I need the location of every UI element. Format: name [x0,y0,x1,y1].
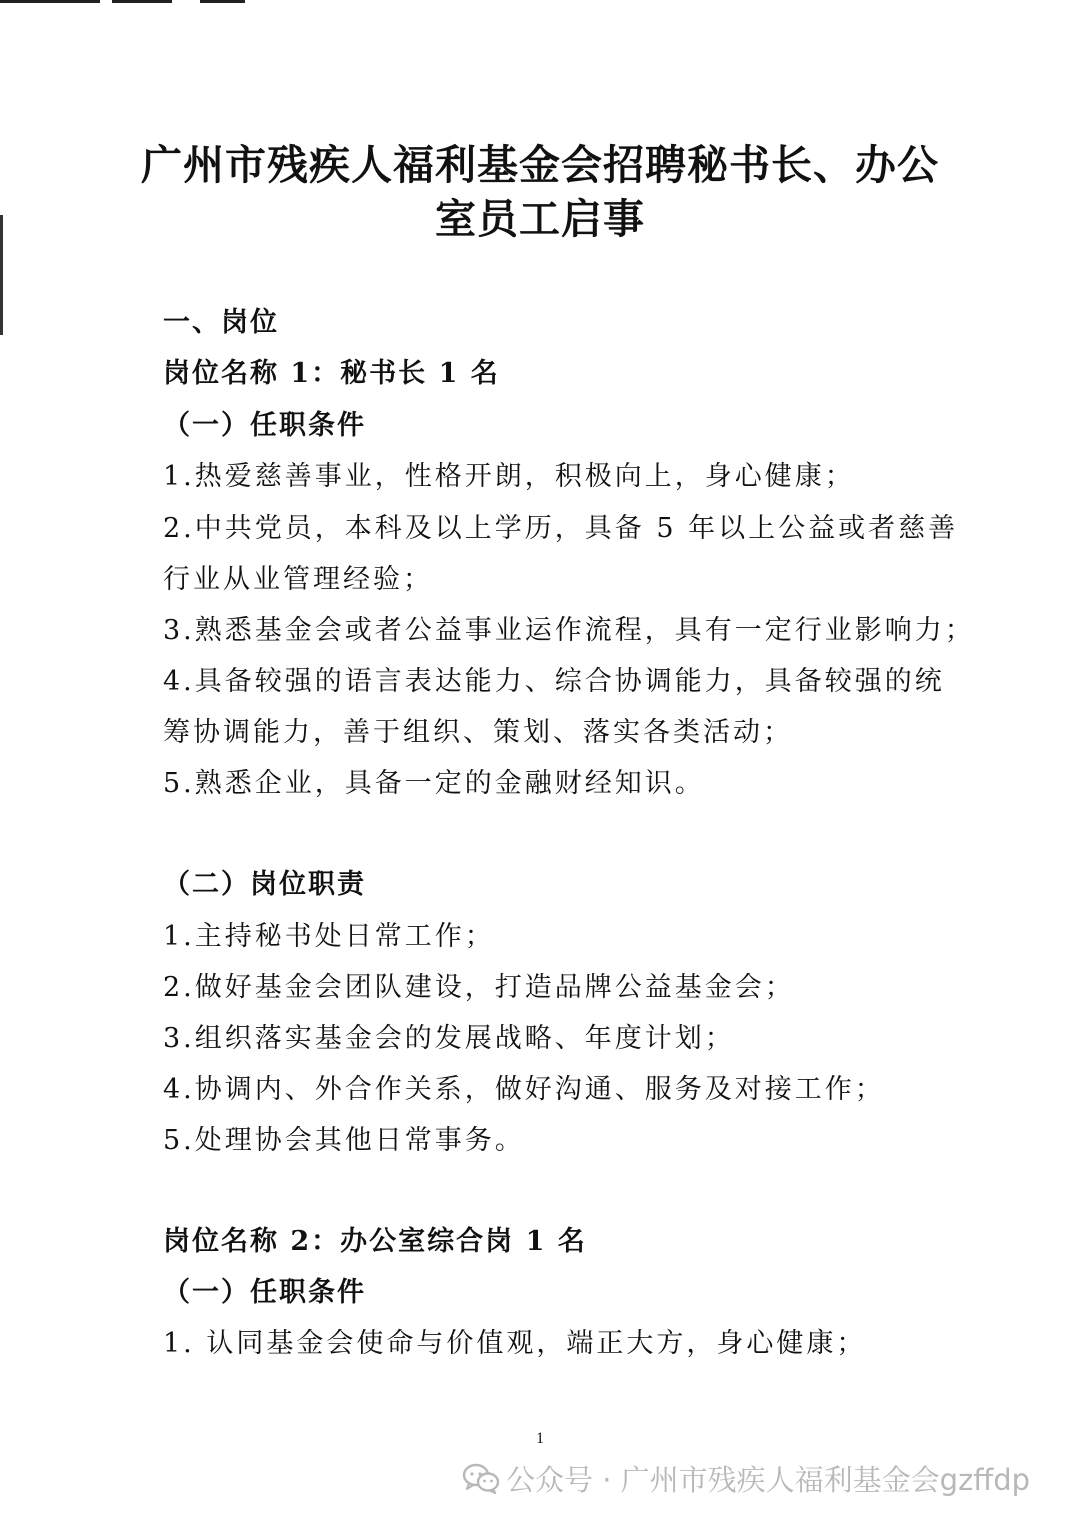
section-heading-positions: 一、岗位 [163,307,279,338]
position-1-duty-line: 3.组织落实基金会的发展战略、年度计划； [163,1023,735,1054]
position-2-name: 岗位名称 2：办公室综合岗 1 名 [163,1226,587,1257]
position-1-duty-line: 5.处理协会其他日常事务。 [163,1125,525,1156]
wechat-watermark [462,1456,1030,1500]
position-1-requirement-line: 1.热爱慈善事业，性格开朗，积极向上，身心健康； [163,461,855,492]
wechat-icon [462,1462,500,1494]
position-1-requirement-line: 行业从业管理经验； [163,564,433,595]
position-1-requirement-line: 3.熟悉基金会或者公益事业运作流程，具有一定行业影响力； [163,615,975,646]
page-number: 1 [536,1430,544,1447]
position-1-requirement-line: 4.具备较强的语言表达能力、综合协调能力，具备较强的统 [163,666,945,697]
position-1-requirement-line: 2.中共党员，本科及以上学历，具备 5 年以上公益或者慈善 [163,513,959,544]
position-2-requirements-heading: （一）任职条件 [163,1277,366,1308]
document-title-line-1: 广州市残疾人福利基金会招聘秘书长、办公 [141,141,939,189]
position-1-requirements-heading: （一）任职条件 [163,410,366,441]
document-title-line-2: 室员工启事 [435,195,645,243]
position-1-duty-line: 1.主持秘书处日常工作； [163,921,495,952]
position-1-name: 岗位名称 1：秘书长 1 名 [163,358,500,389]
position-1-requirement-line: 5.熟悉企业，具备一定的金融财经知识。 [163,768,705,799]
position-1-duties-heading: （二）岗位职责 [163,869,366,900]
position-2-requirement-line: 1. 认同基金会使命与价值观，端正大方，身心健康； [163,1328,867,1359]
position-1-requirement-line: 筹协调能力，善于组织、策划、落实各类活动； [163,717,793,748]
position-1-duty-line: 4.协调内、外合作关系，做好沟通、服务及对接工作； [163,1074,885,1105]
watermark-text: 公众号 · 广州市残疾人福利基金会gzffdp [506,1462,1031,1497]
position-1-duty-line: 2.做好基金会团队建设，打造品牌公益基金会； [163,972,795,1003]
